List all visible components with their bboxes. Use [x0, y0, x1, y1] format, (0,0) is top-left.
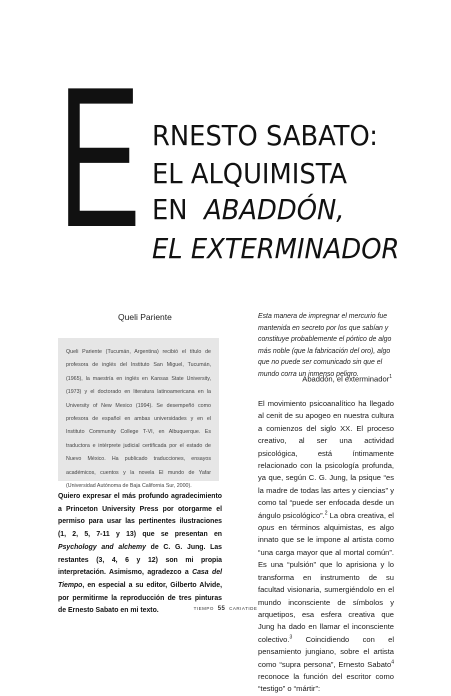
body-text-5: reconoce la función del escritor como “testigo” o “mártir”:	[258, 671, 394, 694]
title-line-2: EL ALQUIMISTA	[152, 157, 348, 190]
page-number: 55	[217, 606, 226, 612]
title-line-3-prefix: EN	[152, 193, 188, 226]
title-line-3-italic: ABADDÓN,	[204, 193, 345, 226]
epigraph-source	[258, 374, 392, 384]
epigraph: Esta manera de impregnar el mercurio fue mantenida en secreto por los que sabían y constituye probablemente el pórtico de algo más noble (que la fabricación del oro), algo que no puede ser comunicado sin que el mundo corra un inmenso peligro.	[258, 313, 392, 378]
author-bio-box: Queli Pariente (Tucumán, Argentina) recibió el título de profesora de inglés del Instituto San Miguel, Tucumán, (1965), la maestría en inglés en Kansas State University, (1973) y el doctorado en literatura latinoamericana en la University of New Mexico (1994). Se desempeñó como profesora de español en ambas universidades y en el Instituto Community College T-VI, en Albuquerque. Es traductora e intérprete judicial certificada por el estado de Nuevo México. Ha publicado traducciones, ensayos académicos, cuentos y la novela El mundo de Yafar (Universidad Autónoma de Baja California Sur, 2000).	[58, 338, 219, 481]
ack-part-1: Quiero expresar el más profundo agradecimiento a Princeton University Press por otorgarme el permiso para usar las pertinentes ilustraciones (1, 2, 5, 7-11 y 13) que se presentan en	[58, 493, 222, 539]
body-text-4: Coincidiendo con el pensamiento jungiano, sobre el artista como “supra persona”, Ernesto Sabato	[258, 634, 394, 669]
body-text-3: en términos alquimistas, es algo innato que se le impone al artista como “una carga mayor que al mortal común”. Es una “pulsión” que lo aprisiona y lo transforma en instrumento de su facultad visionaria, sumergiéndolo en el mundo inconsciente de símbolos y arquetipos, esa esfera creativa que Jung ha dado en llamar el inconsciente colectivo.	[258, 523, 394, 644]
epigraph-source-title: Abaddón, el exterminador	[302, 374, 390, 384]
footnote-ref-1: 1	[389, 374, 392, 380]
footnote-ref-3: 3	[289, 634, 293, 641]
footer-left: TIEMPO	[193, 606, 214, 611]
ack-magazine-title: Casa del Tiempo	[58, 569, 222, 589]
title-drop-cap: E	[58, 46, 137, 269]
body-text-1: El movimiento psicoanalítico ha llegado al cenit de su apogeo en nuestra cultura a comienzos del siglo XX. El proceso creativo, al ser una actividad psicológica, está íntimamente relacionado con la psicología profunda, ya que, según C. G. Jung, la psique “es la madre de todas las artes y ciencias” y como tal “puede ser enfocada desde un ángulo psicológico”.	[258, 399, 394, 520]
title-line-1: RNESTO SABATO:	[152, 119, 378, 152]
body-paragraph	[258, 398, 394, 696]
title-line-4: EL EXTERMINADOR	[152, 232, 400, 265]
ack-part-2: de C. G. Jung. Las restantes (3, 4, 6 y 12) son mi propia interpretación. Asimismo, agradezco a	[58, 543, 222, 577]
author-name: Queli Pariente	[118, 312, 172, 322]
footer-right: CARIATIDE	[229, 606, 258, 611]
footnote-ref-2: 2	[324, 510, 328, 517]
footnote-ref-4: 4	[391, 659, 394, 666]
ack-book-title: Psychology and alchemy	[58, 543, 146, 551]
body-text-2: La obra creativa, el	[327, 510, 394, 520]
ack-part-3: , en especial a su editor, Gilberto Alvide, por permitirme la reproducción de tres pinturas de Ernesto Sabato en mi texto.	[58, 581, 222, 615]
acknowledgement	[58, 491, 222, 618]
page-footer	[0, 606, 451, 612]
body-term-opus: opus	[258, 523, 275, 533]
title-line-3	[152, 193, 345, 226]
